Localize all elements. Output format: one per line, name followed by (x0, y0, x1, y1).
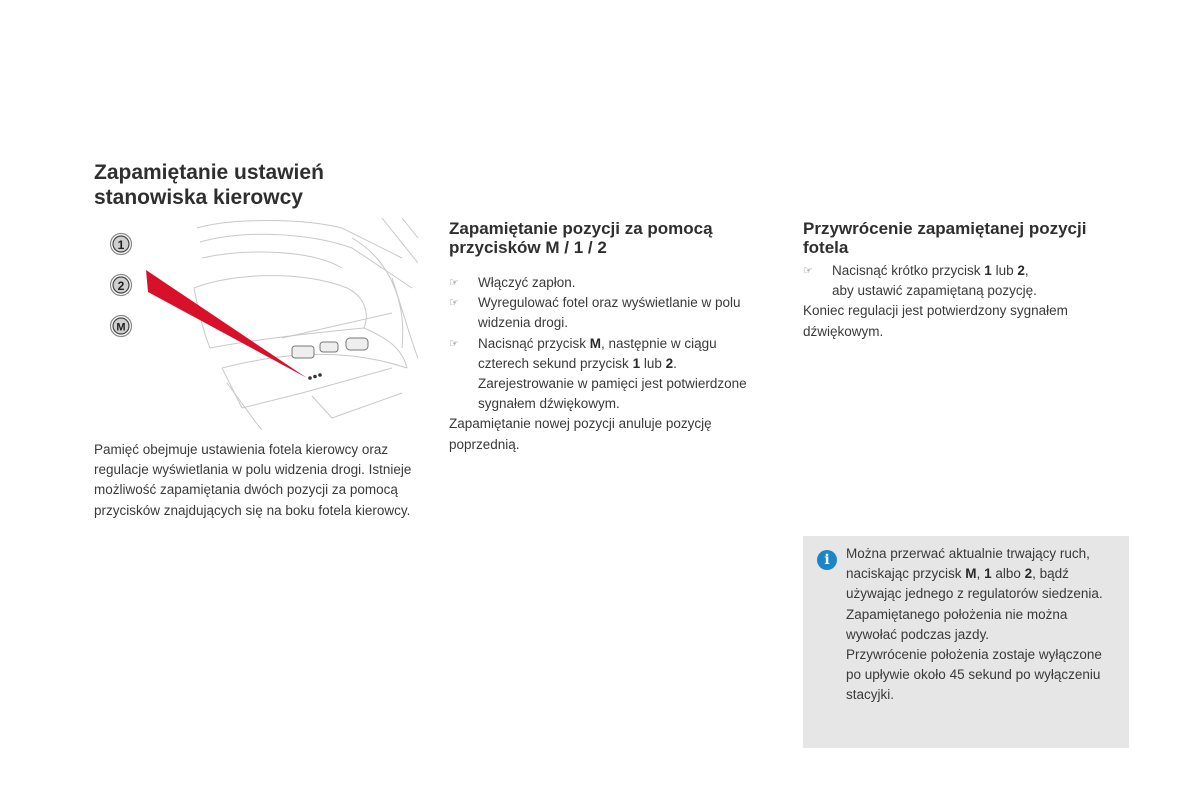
page-title: Zapamiętanie ustawień stanowiska kierowcy (94, 161, 324, 209)
step-text: lub (991, 263, 1018, 278)
info-text-span: , bądź używając jednego z regulatorów siedzenia. (846, 566, 1103, 602)
info-text-span: Można przerwać aktualnie trwający ruch, naciskając przycisk (846, 546, 1090, 582)
info-text (846, 544, 1116, 706)
section-recall-note: Koniec regulacji jest potwierdzony sygnałem dźwiękowym. (803, 303, 1068, 339)
info-text-span: , (976, 566, 985, 582)
seat-drawing (102, 218, 418, 430)
seat-illustration (102, 218, 418, 430)
section-recall-body (803, 261, 1123, 342)
section-store-heading: Zapamiętanie pozycji za pomocą przycisków M / 1 / 2 (449, 219, 713, 257)
step-text: aby ustawić zapamiętaną pozycję. (832, 283, 1037, 299)
info-paragraph: Przywrócenie położenia zostaje wyłączone po upływie około 45 sekund po wyłączeniu stacyjki. (846, 647, 1102, 703)
step-text: . (673, 355, 677, 371)
button-ref: 2 (1017, 263, 1025, 278)
section-store-note: Zapamiętanie nowej pozycji anuluje pozycję poprzednią. (449, 416, 712, 452)
button-ref: 2 (1024, 566, 1033, 582)
button-ref: M (589, 335, 602, 351)
list-item (803, 261, 1123, 301)
seat-outline (194, 218, 418, 430)
step-text: , (1024, 263, 1029, 278)
step-text: lub (640, 355, 666, 371)
section-store-steps (449, 273, 769, 414)
button-ref: 2 (665, 355, 674, 371)
info-paragraph: Zapamiętanego położenia nie można wywołać podczas jazdy. (846, 606, 1068, 642)
red-pointer (146, 270, 307, 378)
info-icon: i (817, 550, 837, 570)
list-item (449, 273, 769, 293)
memory-button-m (111, 316, 132, 337)
section-recall-heading: Przywrócenie zapamiętanej pozycji fotela (803, 219, 1087, 257)
button-ref: 1 (632, 355, 641, 371)
info-text-span: albo (991, 566, 1025, 582)
button-ref: M (965, 566, 977, 582)
step-text: Włączyć zapłon. (478, 275, 576, 290)
step-text: Wyregulować fotel oraz wyświetlanie w polu widzenia drogi. (478, 295, 741, 331)
svg-text:1: 1 (117, 238, 125, 252)
step-text: Zarejestrowanie w pamięci jest potwierdzone sygnałem dźwiękowym. (478, 376, 747, 412)
list-item (449, 293, 769, 333)
memory-button-1 (111, 234, 132, 255)
hand-pointer-icon: ☞ (449, 297, 459, 310)
info-box (803, 536, 1129, 748)
step-text: Nacisnąć krótko przycisk (832, 263, 985, 278)
hand-pointer-icon: ☞ (449, 277, 459, 289)
list-item (449, 334, 769, 415)
button-ref: 1 (984, 566, 992, 582)
step-text: , następnie w ciągu czterech sekund przycisk (478, 335, 717, 371)
step-text: Nacisnąć przycisk (478, 335, 590, 351)
hand-pointer-icon: ☞ (803, 265, 813, 277)
memory-button-2 (111, 275, 132, 296)
section-store-body (449, 273, 769, 455)
svg-text:M: M (116, 321, 126, 334)
intro-paragraph (94, 440, 429, 521)
info-paragraph (846, 544, 1116, 605)
svg-text:2: 2 (117, 279, 125, 293)
intro-text: Pamięć obejmuje ustawienia fotela kierowcy oraz regulacje wyświetlania w polu widzenia drogi. Istnieje możliwość zapamiętania dwóch pozycji za pomocą przycisków znajdujących się na boku fotela kierowcy. (94, 442, 412, 518)
hand-pointer-icon: ☞ (449, 337, 459, 350)
seat-switch-panel (292, 338, 368, 380)
section-recall-steps (803, 261, 1123, 301)
button-ref: 1 (984, 263, 992, 278)
